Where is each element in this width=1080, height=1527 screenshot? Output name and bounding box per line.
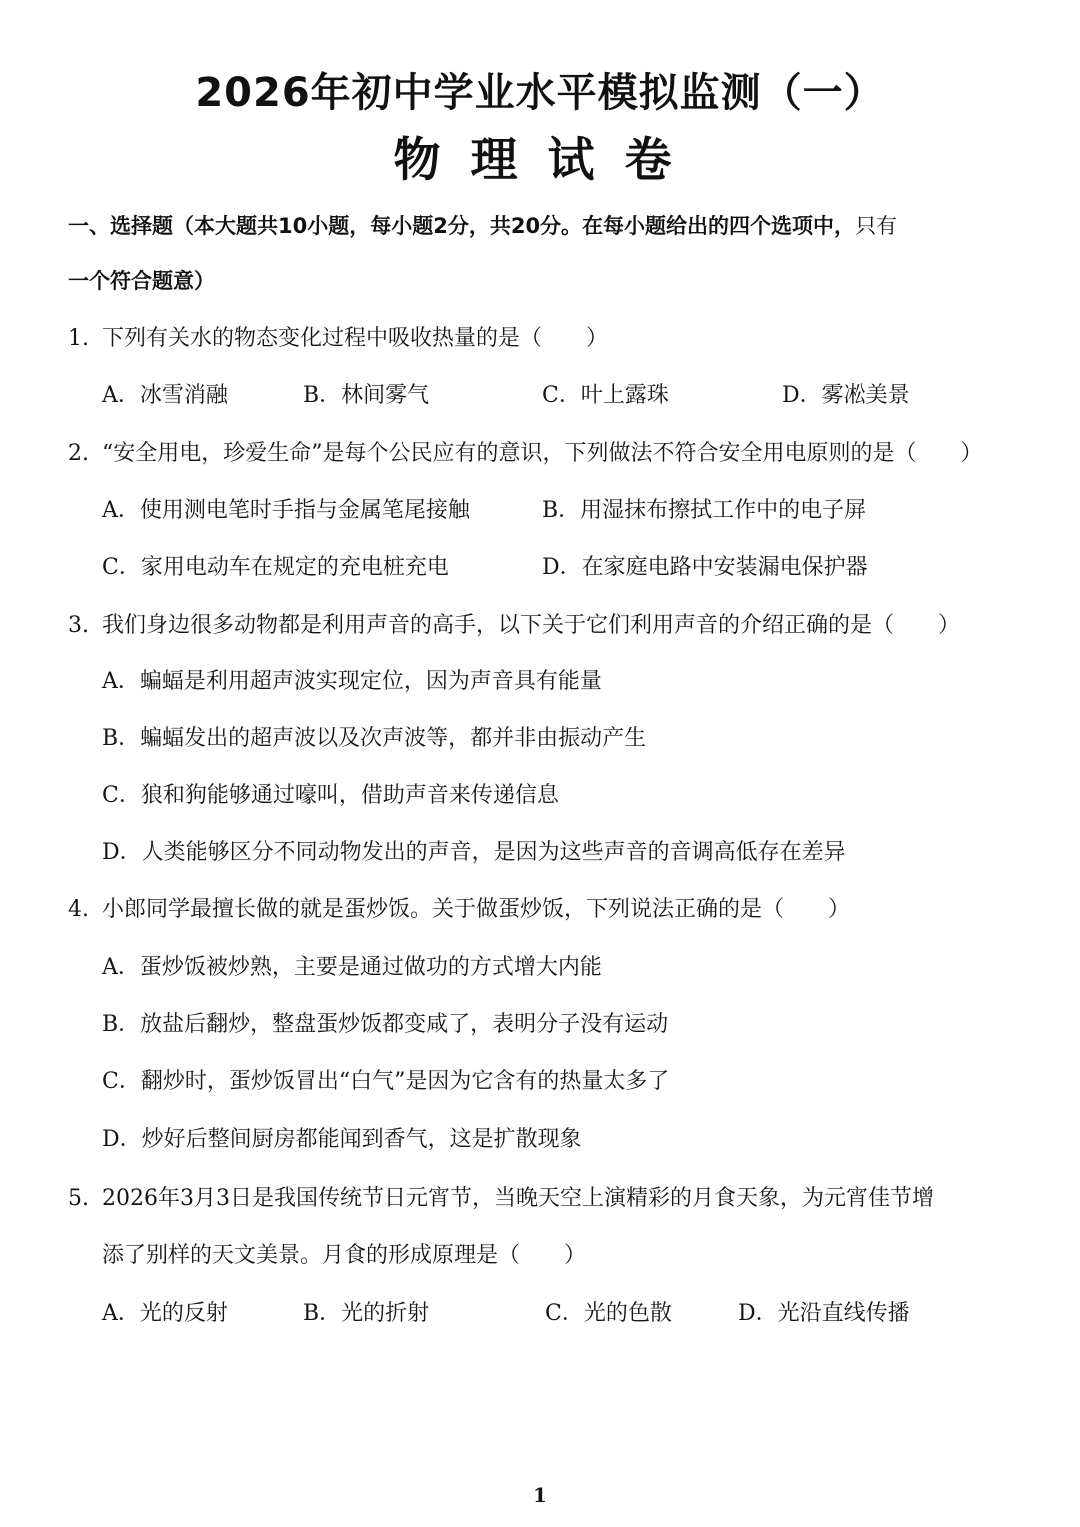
question-4-text: 小郎同学最擅长做的就是蛋炒饭。关于做蛋炒饭，下列说法正确的是（ ）: [102, 897, 851, 922]
q4-option-a: A．蛋炒饭被炒熟，主要是通过做功的方式增大内能: [102, 955, 602, 980]
question-1: [68, 323, 608, 355]
page-number: 1: [533, 1483, 547, 1507]
q4-option-b: B．放盐后翻炒，整盘蛋炒饭都变咸了，表明分子没有运动: [102, 1012, 669, 1037]
question-5-number: 5.: [68, 1186, 89, 1211]
question-2: [68, 438, 983, 470]
question-2-text: “安全用电，珍爱生命”是每个公民应有的意识，下列做法不符合安全用电原则的是（ ）: [102, 441, 983, 466]
question-4: [68, 894, 850, 926]
section-heading-line2: 一个符合题意）: [68, 269, 215, 293]
q3-option-b: B．蝙蝠发出的超声波以及次声波等，都并非由振动产生: [102, 726, 647, 751]
question-4-number: 4.: [68, 897, 89, 922]
question-2-number: 2.: [68, 441, 89, 466]
q2-option-c: C．家用电动车在规定的充电桩充电: [102, 555, 449, 580]
section-heading: [68, 210, 897, 242]
q3-option-d: D．人类能够区分不同动物发出的声音，是因为这些声音的音调高低存在差异: [102, 840, 846, 865]
question-1-text: 下列有关水的物态变化过程中吸收热量的是（ ）: [102, 326, 609, 351]
q2-option-d: D．在家庭电路中安装漏电保护器: [542, 555, 868, 580]
q5-option-c: C．光的色散: [545, 1301, 672, 1326]
exam-subtitle: 物理试卷: [393, 133, 702, 188]
question-3: [68, 610, 960, 642]
q4-option-c: C．翻炒时，蛋炒饭冒出“白气”是因为它含有的热量太多了: [102, 1069, 670, 1094]
q1-option-d: D．雾凇美景: [782, 383, 910, 408]
question-1-number: 1.: [68, 326, 89, 351]
exam-title: 2026年初中学业水平模拟监测（一）: [195, 70, 885, 116]
q3-option-a: A．蝙蝠是利用超声波实现定位，因为声音具有能量: [102, 669, 602, 694]
q1-option-b: B．林间雾气: [303, 383, 430, 408]
q2-option-b: B．用湿抹布擦拭工作中的电子屏: [542, 498, 867, 523]
question-3-text: 我们身边很多动物都是利用声音的高手，以下关于它们利用声音的介绍正确的是（ ）: [102, 613, 961, 638]
question-5: [68, 1183, 934, 1215]
section-heading-tail: 只有: [855, 214, 898, 238]
question-5-text-line1: 2026年3月3日是我国传统节日元宵节，当晚天空上演精彩的月食天象，为元宵佳节增: [102, 1186, 934, 1211]
question-3-number: 3.: [68, 613, 89, 638]
q5-option-a: A．光的反射: [102, 1301, 228, 1326]
q5-option-d: D．光沿直线传播: [738, 1301, 910, 1326]
q4-option-d: D．炒好后整间厨房都能闻到香气，这是扩散现象: [102, 1127, 582, 1152]
question-5-text-line2: 添了别样的天文美景。月食的形成原理是（ ）: [102, 1243, 587, 1268]
q1-option-a: A．冰雪消融: [102, 383, 228, 408]
q5-option-b: B．光的折射: [303, 1301, 430, 1326]
q1-option-c: C．叶上露珠: [542, 383, 669, 408]
q3-option-c: C．狼和狗能够通过嚎叫，借助声音来传递信息: [102, 783, 559, 808]
q2-option-a: A．使用测电笔时手指与金属笔尾接触: [102, 498, 470, 523]
section-heading-bold: 一、选择题（本大题共10小题，每小题2分，共20分。在每小题给出的四个选项中，: [68, 214, 856, 238]
